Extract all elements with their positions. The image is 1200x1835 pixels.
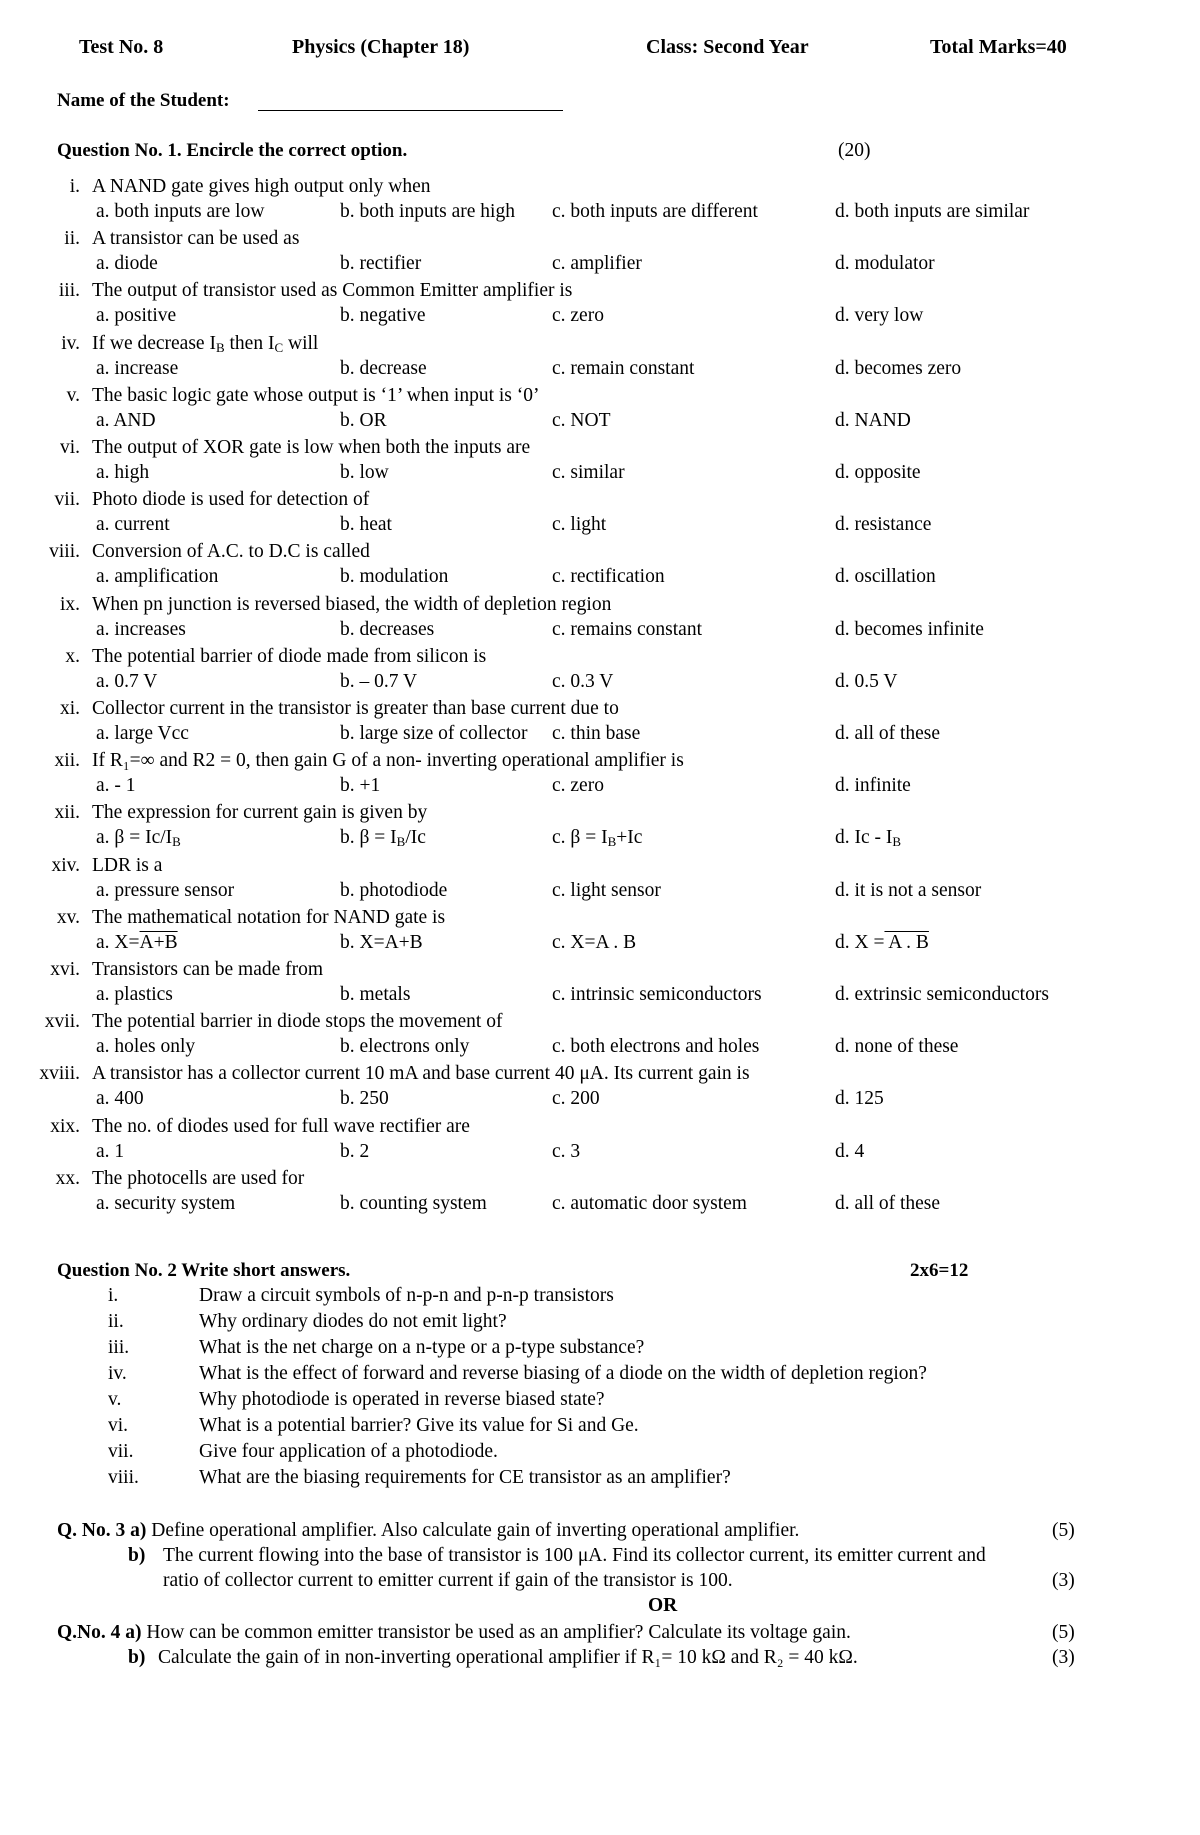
mcq-number: vii. <box>54 489 80 510</box>
mcq-number: xii. <box>54 750 80 771</box>
mcq-option-a[interactable]: a. security system <box>96 1193 236 1214</box>
mcq-option-d[interactable]: d. 4 <box>835 1141 865 1162</box>
mcq-option-d[interactable]: d. 125 <box>835 1088 884 1109</box>
mcq-number: x. <box>65 646 80 667</box>
short-question-text: Why photodiode is operated in reverse biased state? <box>199 1389 605 1410</box>
mcq-option-c[interactable]: c. X=A . B <box>552 932 637 953</box>
short-question-number: iii. <box>108 1337 130 1358</box>
mcq-option-d[interactable]: d. all of these <box>835 723 941 744</box>
mcq-option-c[interactable]: c. 200 <box>552 1088 600 1109</box>
q1-title: Question No. 1. Encircle the correct option. <box>57 140 408 161</box>
mcq-option-c[interactable]: c. thin base <box>552 723 641 744</box>
mcq-option-b[interactable]: b. photodiode <box>340 880 448 901</box>
student-name-field[interactable] <box>258 110 563 111</box>
mcq-option-a[interactable]: a. 400 <box>96 1088 144 1109</box>
mcq-option-b[interactable]: b. – 0.7 V <box>340 671 418 692</box>
mcq-option-c[interactable]: c. remains constant <box>552 619 702 640</box>
subject-title: Physics (Chapter 18) <box>292 36 470 58</box>
student-name-label: Name of the Student: <box>57 90 230 111</box>
mcq-option-d[interactable]: d. all of these <box>835 1193 941 1214</box>
mcq-option-b[interactable]: b. X=A+B <box>340 932 423 953</box>
mcq-option-c[interactable]: c. amplifier <box>552 253 642 274</box>
mcq-number: xx. <box>55 1168 80 1189</box>
mcq-question: Collector current in the transistor is greater than base current due to <box>92 698 619 719</box>
mcq-option-c[interactable]: c. 3 <box>552 1141 581 1162</box>
mcq-option-c[interactable]: c. both inputs are different <box>552 201 758 222</box>
mcq-option-b[interactable]: b. electrons only <box>340 1036 470 1057</box>
mcq-option-c[interactable]: c. light <box>552 514 607 535</box>
total-marks: Total Marks=40 <box>930 36 1067 58</box>
mcq-number: iv. <box>61 333 80 354</box>
short-question-text: Why ordinary diodes do not emit light? <box>199 1311 507 1332</box>
mcq-option-d[interactable]: d. it is not a sensor <box>835 880 982 901</box>
mcq-option-b[interactable]: b. modulation <box>340 566 449 587</box>
mcq-option-d[interactable]: d. none of these <box>835 1036 959 1057</box>
mcq-option-d[interactable]: d. opposite <box>835 462 921 483</box>
mcq-option-d[interactable]: d. Ic - $I_B$ <box>835 827 902 849</box>
mcq-option-d[interactable]: d. resistance <box>835 514 932 535</box>
mcq-option-c[interactable]: c. intrinsic semiconductors <box>552 984 762 1005</box>
short-question-number: iv. <box>108 1363 127 1384</box>
mcq-question: The no. of diodes used for full wave rectifier are <box>92 1116 470 1137</box>
mcq-number: xiv. <box>51 855 80 876</box>
short-question-text: What is a potential barrier? Give its value for Si and Ge. <box>199 1415 639 1436</box>
mcq-option-d[interactable]: d. becomes zero <box>835 358 962 379</box>
q3-b-marks: (3) <box>1052 1570 1075 1591</box>
or-separator: OR <box>648 1595 678 1616</box>
mcq-option-d[interactable]: d. X = A . B <box>835 932 929 953</box>
mcq-option-a[interactable]: a. both inputs are low <box>96 201 265 222</box>
mcq-option-a[interactable]: a. diode <box>96 253 158 274</box>
mcq-option-d[interactable]: d. both inputs are similar <box>835 201 1030 222</box>
mcq-option-b[interactable]: b. low <box>340 462 389 483</box>
mcq-option-b[interactable]: b. 250 <box>340 1088 389 1109</box>
mcq-question: The photocells are used for <box>92 1168 305 1189</box>
mcq-option-a[interactable]: a. 0.7 V <box>96 671 158 692</box>
q4-b-label: b) <box>128 1647 146 1668</box>
overbar-expression: A+B <box>139 932 178 953</box>
mcq-option-b[interactable]: b. both inputs are high <box>340 201 515 222</box>
short-question-number: ii. <box>108 1311 124 1332</box>
mcq-number: xviii. <box>39 1063 80 1084</box>
short-question-text: Draw a circuit symbols of n-p-n and p-n-p transistors <box>199 1285 614 1306</box>
short-question-number: vi. <box>108 1415 129 1436</box>
mcq-option-b[interactable]: b. negative <box>340 305 426 326</box>
mcq-option-c[interactable]: c. zero <box>552 775 604 796</box>
mcq-option-a[interactable]: a. AND <box>96 410 156 431</box>
mcq-option-c[interactable]: c. 0.3 V <box>552 671 614 692</box>
mcq-question: The mathematical notation for NAND gate is <box>92 907 446 928</box>
mcq-number: v. <box>66 385 80 406</box>
mcq-option-b[interactable]: b. counting system <box>340 1193 487 1214</box>
overbar-expression: A . B <box>884 932 929 953</box>
short-question-text: What is the net charge on a n-type or a p-type substance? <box>199 1337 645 1358</box>
mcq-option-d[interactable]: d. oscillation <box>835 566 936 587</box>
mcq-option-a[interactable]: a. holes only <box>96 1036 196 1057</box>
mcq-question: When pn junction is reversed biased, the width of depletion region <box>92 594 612 615</box>
mcq-option-a[interactable]: a. amplification <box>96 566 219 587</box>
mcq-question: Photo diode is used for detection of <box>92 489 370 510</box>
mcq-option-c[interactable]: c. $\beta = I_B+Ic$ <box>552 827 643 849</box>
q4-a-text: How can be common emitter transistor be used as an amplifier? Calculate its voltage gain. <box>146 1622 851 1643</box>
mcq-number: iii. <box>58 280 80 301</box>
mcq-question: LDR is a <box>92 855 163 876</box>
q1-marks: (20) <box>838 140 871 161</box>
mcq-number: vi. <box>59 437 80 458</box>
mcq-question: The basic logic gate whose output is ‘1’ when input is ‘0’ <box>92 385 540 406</box>
mcq-option-b[interactable]: b. large size of collector <box>340 723 528 744</box>
mcq-option-b[interactable]: b. heat <box>340 514 392 535</box>
mcq-number: xv. <box>56 907 80 928</box>
mcq-option-d[interactable]: d. modulator <box>835 253 935 274</box>
mcq-option-c[interactable]: c. remain constant <box>552 358 695 379</box>
mcq-number: ix. <box>59 594 80 615</box>
mcq-question: A transistor has a collector current 10 mA and base current 40 μA. Its current gain is <box>92 1063 750 1084</box>
q4-label: Q.No. 4 a) <box>57 1622 142 1643</box>
q4-part-a <box>57 1622 851 1644</box>
mcq-option-b[interactable]: b. metals <box>340 984 411 1005</box>
mcq-question: If R₁=∞ and R2 = 0, then gain G of a non- inverting operational amplifier is <box>92 750 684 771</box>
class-label: Class: Second Year <box>646 36 809 58</box>
mcq-number: viii. <box>49 541 80 562</box>
q3-a-marks: (5) <box>1052 1520 1075 1541</box>
mcq-option-a[interactable]: a. positive <box>96 305 177 326</box>
mcq-option-a[interactable]: a. large Vcc <box>96 723 189 744</box>
mcq-number: xvi. <box>50 959 80 980</box>
q3-b-label: b) <box>128 1545 146 1566</box>
q4-b-text: Calculate the gain of in non-inverting operational amplifier if R₁= 10 kΩ and R₂ = 40 kΩ. <box>158 1647 858 1668</box>
mcq-option-d[interactable]: d. NAND <box>835 410 911 431</box>
short-question-text: Give four application of a photodiode. <box>199 1441 498 1462</box>
mcq-option-c[interactable]: c. similar <box>552 462 625 483</box>
mcq-option-c[interactable]: c. both electrons and holes <box>552 1036 760 1057</box>
mcq-option-a[interactable]: a. increase <box>96 358 179 379</box>
q3-b-text-line1: The current flowing into the base of transistor is 100 μA. Find its collector current, its emitter current and <box>163 1545 986 1566</box>
mcq-number: ii. <box>64 228 80 249</box>
q4-b-marks: (3) <box>1052 1647 1075 1668</box>
mcq-option-a[interactable]: a. X=A+B <box>96 932 178 953</box>
mcq-option-a[interactable]: a. plastics <box>96 984 173 1005</box>
mcq-option-c[interactable]: c. NOT <box>552 410 611 431</box>
mcq-option-a[interactable]: a. increases <box>96 619 186 640</box>
mcq-question: The potential barrier of diode made from silicon is <box>92 646 487 667</box>
q3-a-text: Define operational amplifier. Also calculate gain of inverting operational amplifier. <box>151 1520 800 1541</box>
mcq-option-b[interactable]: b. OR <box>340 410 387 431</box>
mcq-option-b[interactable]: b. rectifier <box>340 253 422 274</box>
mcq-option-b[interactable]: b. decreases <box>340 619 435 640</box>
mcq-question: A transistor can be used as <box>92 228 300 249</box>
mcq-option-c[interactable]: c. rectification <box>552 566 665 587</box>
mcq-option-a[interactable]: a. - 1 <box>96 775 136 796</box>
mcq-number: xvii. <box>44 1011 80 1032</box>
short-question-number: viii. <box>108 1467 139 1488</box>
q3-label: Q. No. 3 a) <box>57 1520 147 1541</box>
mcq-question: The output of transistor used as Common Emitter amplifier is <box>92 280 573 301</box>
mcq-question: Transistors can be made from <box>92 959 324 980</box>
q3-part-a <box>57 1520 799 1542</box>
mcq-option-d[interactable]: d. becomes infinite <box>835 619 984 640</box>
short-question-text: What are the biasing requirements for CE transistor as an amplifier? <box>199 1467 731 1488</box>
mcq-number: i. <box>69 176 80 197</box>
short-question-text: What is the effect of forward and reverse biasing of a diode on the width of depletion region? <box>199 1363 927 1384</box>
mcq-option-d[interactable]: d. 0.5 V <box>835 671 898 692</box>
mcq-option-a[interactable]: a. high <box>96 462 150 483</box>
short-question-number: vii. <box>108 1441 134 1462</box>
short-question-number: v. <box>108 1389 122 1410</box>
mcq-option-d[interactable]: d. very low <box>835 305 924 326</box>
mcq-option-a[interactable]: a. current <box>96 514 170 535</box>
q4-a-marks: (5) <box>1052 1622 1075 1643</box>
mcq-question: A NAND gate gives high output only when <box>92 176 431 197</box>
q2-marks: 2x6=12 <box>910 1260 969 1281</box>
mcq-number: xix. <box>50 1116 80 1137</box>
mcq-question: The potential barrier in diode stops the movement of <box>92 1011 503 1032</box>
mcq-number: xii. <box>54 802 80 823</box>
mcq-option-a[interactable]: a. $\beta = Ic/I_B$ <box>96 827 181 849</box>
mcq-question: The output of XOR gate is low when both the inputs are <box>92 437 531 458</box>
mcq-option-d[interactable]: d. extrinsic semiconductors <box>835 984 1049 1005</box>
short-question-number: i. <box>108 1285 119 1306</box>
mcq-option-b[interactable]: b. $\beta = I_B/Ic$ <box>340 827 426 849</box>
mcq-option-c[interactable]: c. light sensor <box>552 880 661 901</box>
mcq-option-a[interactable]: a. pressure sensor <box>96 880 235 901</box>
mcq-option-c[interactable]: c. zero <box>552 305 604 326</box>
mcq-question: Conversion of A.C. to D.C is called <box>92 541 370 562</box>
mcq-question: If we decrease $I_B$ then $I_C$ will <box>92 333 319 355</box>
mcq-option-b[interactable]: b. decrease <box>340 358 427 379</box>
test-number: Test No. 8 <box>79 36 164 58</box>
mcq-question: The expression for current gain is given by <box>92 802 428 823</box>
mcq-option-b[interactable]: b. +1 <box>340 775 381 796</box>
mcq-option-b[interactable]: b. 2 <box>340 1141 370 1162</box>
q2-title: Question No. 2 Write short answers. <box>57 1260 351 1281</box>
mcq-option-d[interactable]: d. infinite <box>835 775 911 796</box>
mcq-option-c[interactable]: c. automatic door system <box>552 1193 747 1214</box>
mcq-number: xi. <box>59 698 80 719</box>
q3-b-text-line2: ratio of collector current to emitter current if gain of the transistor is 100. <box>163 1570 733 1591</box>
mcq-option-a[interactable]: a. 1 <box>96 1141 125 1162</box>
